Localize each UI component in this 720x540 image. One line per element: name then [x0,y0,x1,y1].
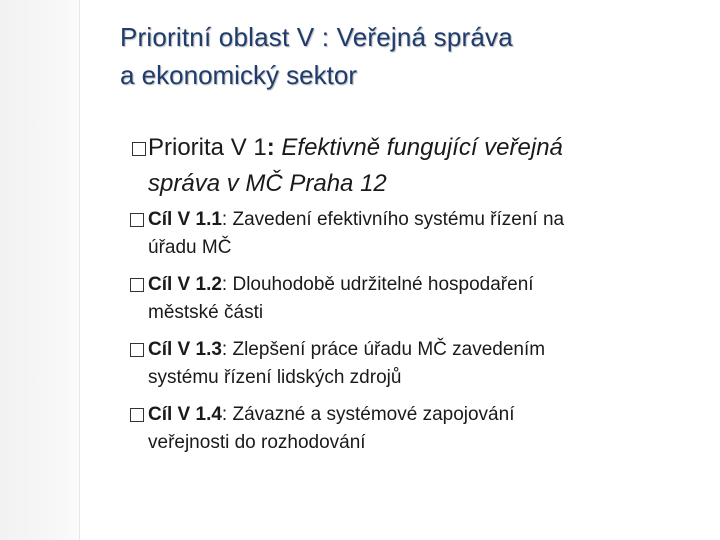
priority-text-line-1: Efektivně fungující veřejná [281,134,563,161]
square-bullet-icon [132,142,146,156]
goal-text-line-2: městské části [148,302,264,323]
goal-item [148,339,545,361]
goal-text-line-2: systému řízení lidských zdrojů [148,367,402,388]
goal-label: Cíl V 1.1 [148,209,222,230]
goal-label: Cíl V 1.3 [148,339,222,360]
goal-label: Cíl V 1.2 [148,274,222,295]
goal-item [148,404,514,426]
priority-colon: : [266,134,275,161]
goal-item [148,274,534,296]
goal-text-line-2: úřadu MČ [148,237,232,258]
title-line-1: Prioritní oblast V : Veřejná správa [120,22,513,52]
square-bullet-icon [130,213,144,227]
priority-heading [148,134,563,162]
goal-text-line-1: Závazné a systémové zapojování [232,404,515,425]
square-bullet-icon [130,343,144,357]
square-bullet-icon [130,408,144,422]
goal-item [148,209,564,231]
goal-text-line-1: Dlouhodobě udržitelné hospodaření [232,274,534,295]
square-bullet-icon [130,278,144,292]
goal-colon: : [221,339,228,360]
goal-label: Cíl V 1.4 [148,404,222,425]
title-line-2: a ekonomický sektor [120,60,357,90]
goal-colon: : [221,209,228,230]
goal-colon: : [221,274,228,295]
goal-text-line-1: Zavedení efektivního systému řízení na [232,209,565,230]
priority-text-line-2: správa v MČ Praha 12 [148,170,387,197]
goal-colon: : [221,404,228,425]
priority-label: Priorita V 1 [148,134,267,161]
goal-text-line-2: veřejnosti do rozhodování [148,432,366,453]
goal-text-line-1: Zlepšení práce úřadu MČ zavedením [232,339,546,360]
